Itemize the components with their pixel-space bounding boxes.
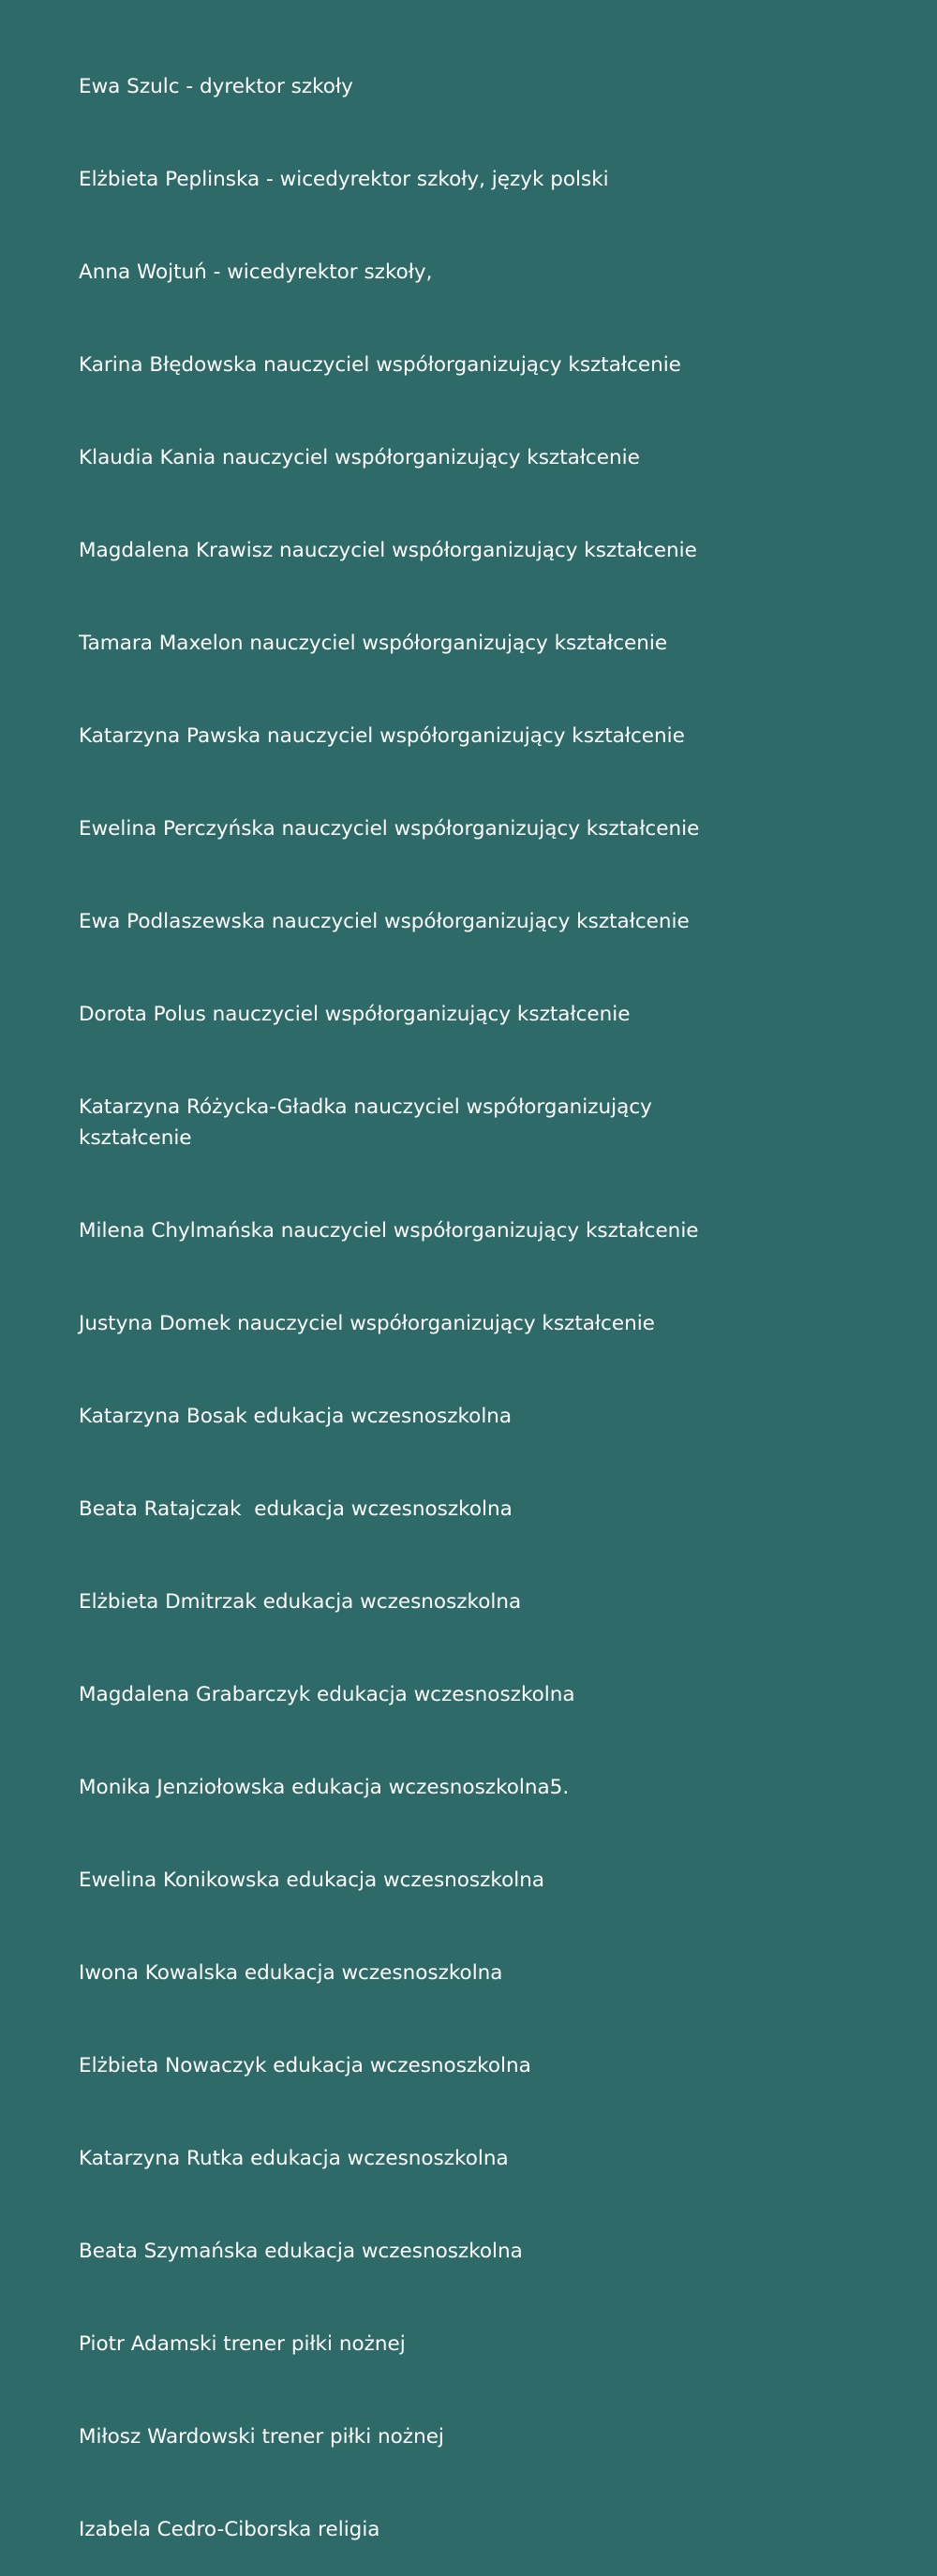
staff-list xyxy=(79,9,753,2576)
staff-entry-ewelina-perczynska: Ewelina Perczyńska nauczyciel współorganizujący kształcenie xyxy=(79,817,700,841)
staff-entry-milena-chylmanska: Milena Chylmańska nauczyciel współorganizujący kształcenie xyxy=(79,1219,699,1243)
staff-entry-katarzyna-rutka: Katarzyna Rutka edukacja wczesnoszkolna xyxy=(79,2147,509,2170)
staff-entry-beata-szymanska: Beata Szymańska edukacja wczesnoszkolna xyxy=(79,2240,523,2263)
staff-entry-elzbieta-peplinska: Elżbieta Peplinska - wicedyrektor szkoły, język polski xyxy=(79,168,609,191)
staff-entry-elzbieta-dmitrzak: Elżbieta Dmitrzak edukacja wczesnoszkolna xyxy=(79,1590,522,1614)
staff-entry-karina-bledowska: Karina Błędowska nauczyciel współorganizujący kształcenie xyxy=(79,353,681,377)
staff-entry-katarzyna-pawska: Katarzyna Pawska nauczyciel współorganizujący kształcenie xyxy=(79,724,685,748)
staff-entry-ewa-podlaszewska: Ewa Podlaszewska nauczyciel współorganizujący kształcenie xyxy=(79,910,690,933)
staff-entry-monika-jenziolowska: Monika Jenziołowska edukacja wczesnoszkolna5. xyxy=(79,1776,570,1799)
staff-entry-milosz-wardowski: Miłosz Wardowski trener piłki nożnej xyxy=(79,2425,444,2449)
staff-entry-magdalena-krawisz: Magdalena Krawisz nauczyciel współorganizujący kształcenie xyxy=(79,539,697,562)
staff-entry-beata-ratajczak: Beata Ratajczak edukacja wczesnoszkolna xyxy=(79,1497,513,1521)
staff-entry-iwona-kowalska: Iwona Kowalska edukacja wczesnoszkolna xyxy=(79,1961,503,1985)
staff-entry-izabela-cedro-ciborska: Izabela Cedro-Ciborska religia xyxy=(79,2518,380,2541)
staff-entry-katarzyna-bosak: Katarzyna Bosak edukacja wczesnoszkolna xyxy=(79,1405,513,1428)
staff-entry-elzbieta-nowaczyk: Elżbieta Nowaczyk edukacja wczesnoszkolna xyxy=(79,2054,531,2077)
staff-entry-ewa-szulc: Ewa Szulc - dyrektor szkoły xyxy=(79,75,353,98)
staff-entry-piotr-adamski: Piotr Adamski trener piłki nożnej xyxy=(79,2332,406,2356)
staff-entry-magdalena-grabarczyk: Magdalena Grabarczyk edukacja wczesnoszkolna xyxy=(79,1683,575,1706)
staff-entry-dorota-polus: Dorota Polus nauczyciel współorganizujący kształcenie xyxy=(79,1003,631,1026)
staff-entry-ewelina-konikowska: Ewelina Konikowska edukacja wczesnoszkolna xyxy=(79,1869,545,1892)
staff-entry-justyna-domek: Justyna Domek nauczyciel współorganizujący kształcenie xyxy=(79,1312,655,1335)
staff-entry-katarzyna-rozycka-gladka: Katarzyna Różycka-Gładka nauczyciel współorganizujący kształcenie xyxy=(79,1095,659,1150)
staff-entry-klaudia-kania: Klaudia Kania nauczyciel współorganizujący kształcenie xyxy=(79,446,640,469)
staff-entry-tamara-maxelon: Tamara Maxelon nauczyciel współorganizujący kształcenie xyxy=(79,632,668,655)
staff-entry-anna-wojtun: Anna Wojtuń - wicedyrektor szkoły, xyxy=(79,261,433,284)
